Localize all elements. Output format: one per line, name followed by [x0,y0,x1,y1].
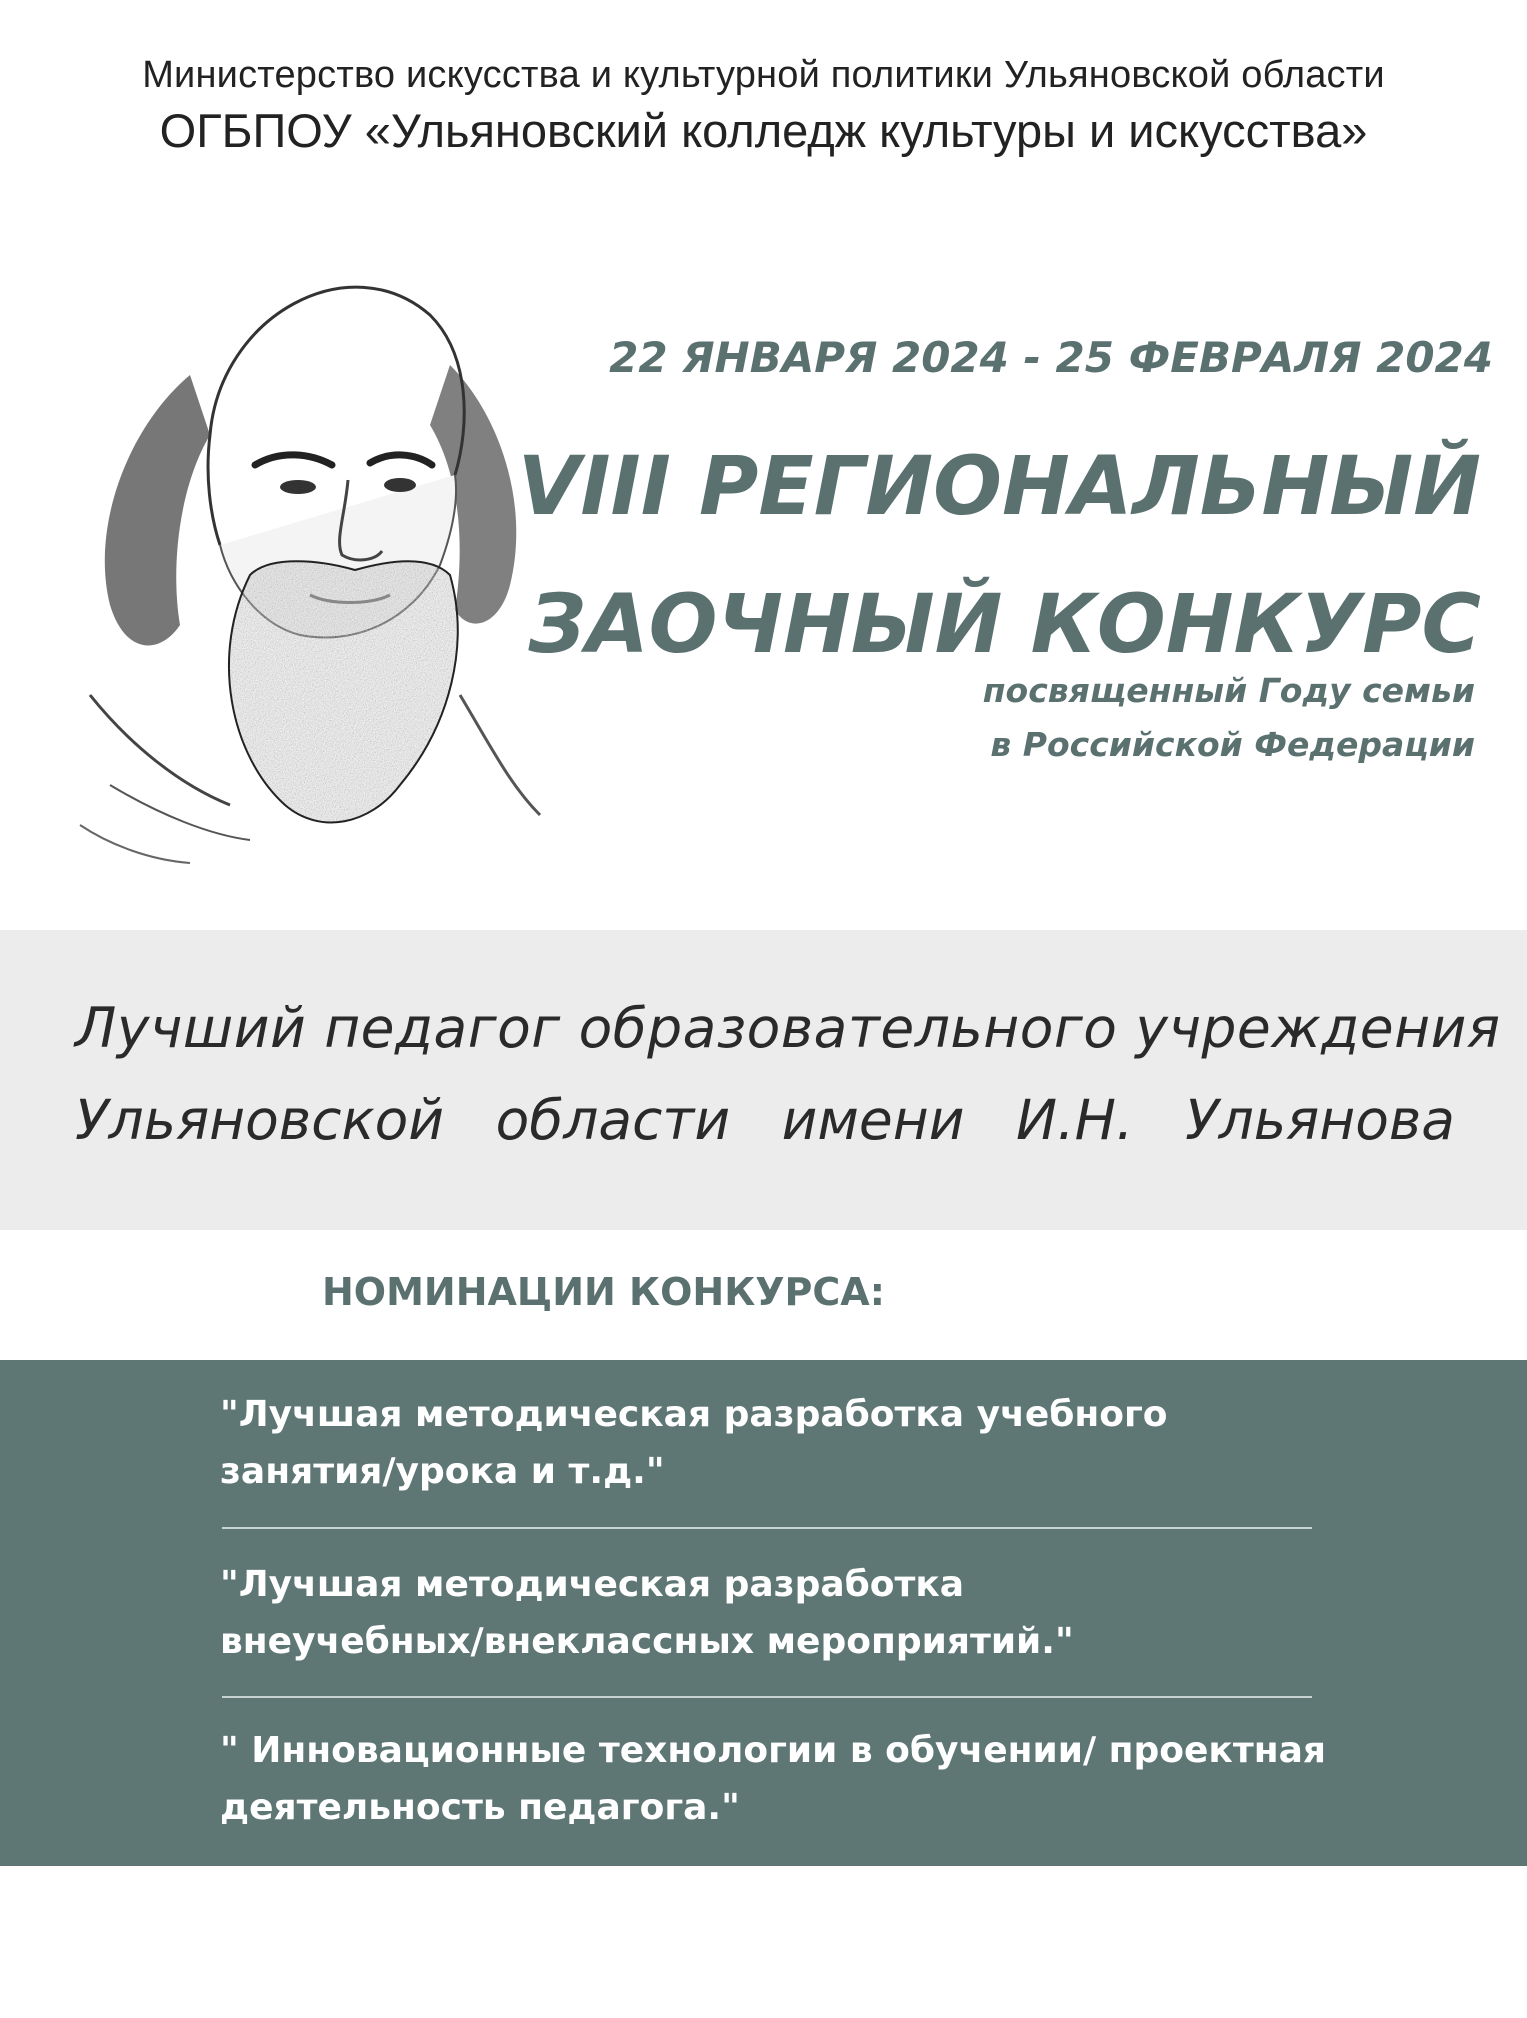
portrait-image [70,225,590,865]
event-dedication [983,664,1475,772]
nomination-item [220,1556,1320,1670]
nomination-line: "Лучшая методическая разработка учебного [220,1394,1168,1435]
nominations-band [0,1360,1527,1866]
event-title-line2: ЗАОЧНЫЙ КОНКУРС [528,578,1481,672]
event-dates: 22 ЯНВАРЯ 2024 - 25 ФЕВРАЛЯ 2024 [609,333,1493,382]
contest-word: Ульянова [1185,1088,1455,1152]
portrait-sketch-icon [70,225,590,865]
contest-word: имени [781,1088,965,1152]
nomination-line: занятия/урока и т.д." [220,1451,665,1492]
nomination-item [220,1386,1320,1500]
nomination-line: внеучебных/внеклассных мероприятий." [220,1621,1074,1662]
page-header [0,50,1527,162]
nomination-item [220,1722,1327,1836]
contest-word: области [495,1088,731,1152]
contest-word: И.Н. [1016,1088,1134,1152]
nomination-line: "Лучшая методическая разработка [220,1564,965,1605]
nomination-line: деятельность педагога." [220,1787,740,1828]
contest-word: Ульяновской [75,1088,445,1152]
contest-name-line1: Лучший педагог образовательного учреждения [75,996,1501,1060]
nominations-heading: НОМИНАЦИИ КОНКУРСА: [322,1270,885,1314]
contest-name-band [0,930,1527,1230]
event-title [518,418,1481,694]
dedication-line2: в Российской Федерации [990,725,1475,764]
contest-name-line2 [75,1080,1455,1160]
nomination-divider [222,1696,1312,1698]
dedication-line1: посвященный Году семьи [982,671,1475,710]
college-name: ОГБПОУ «Ульяновский колледж культуры и искусства» [159,104,1368,157]
nomination-line: " Инновационные технологии в обучении/ проектная [220,1730,1327,1771]
event-title-line1: VIII РЕГИОНАЛЬНЫЙ [517,440,1481,534]
nomination-divider [222,1527,1312,1529]
ministry-name: Министерство искусства и культурной политики Ульяновской области [142,54,1385,96]
